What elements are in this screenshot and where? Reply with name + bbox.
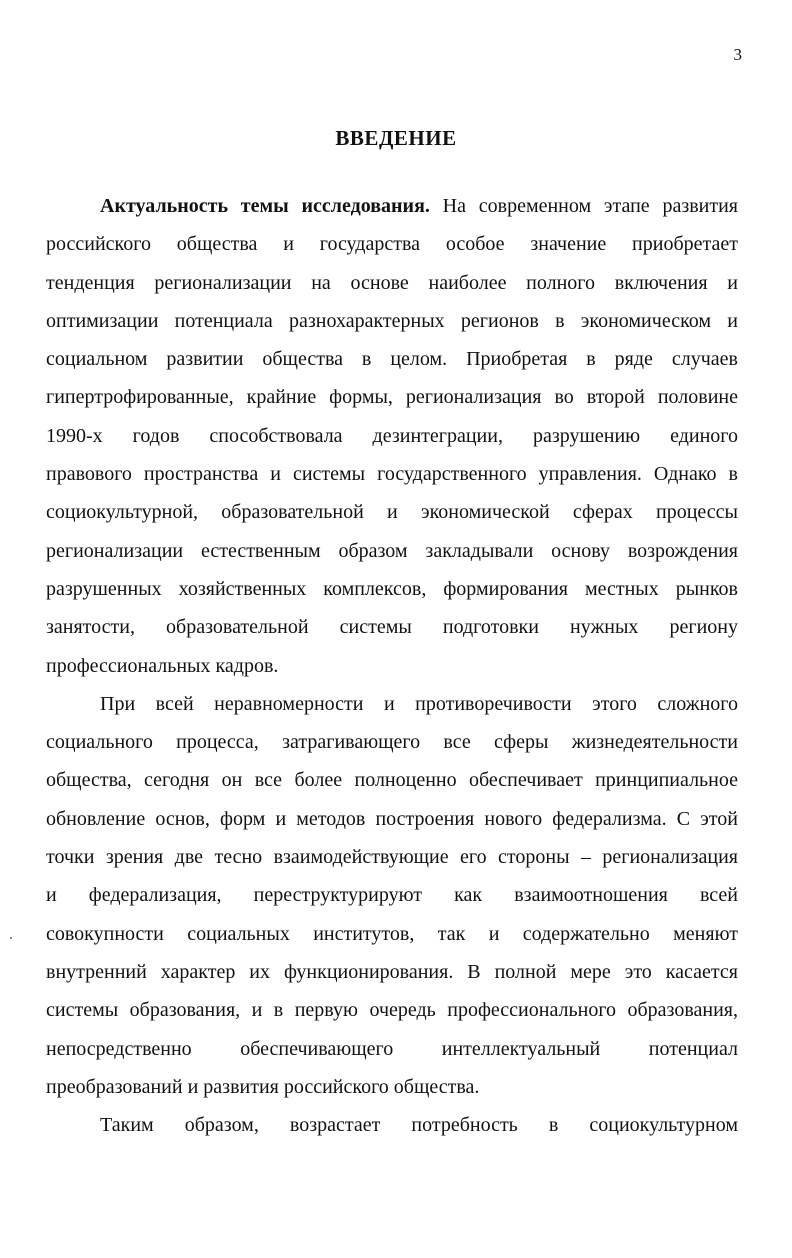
paragraph-line: профессиональных кадров. [46,654,279,677]
page-title: ВВЕДЕНИЕ [335,126,457,150]
paragraph-line: социального процесса, затрагивающего все сферы жизнедеятельности [46,731,738,754]
paragraph-line: преобразований и развития российского общества. [46,1075,480,1098]
paragraph-line: оптимизации потенциала разнохарактерных регионов в экономическом и [46,309,738,332]
paragraph-line: точки зрения две тесно взаимодействующие его стороны – регионализация [46,846,738,869]
paragraph-text: На современном этапе развития [429,195,738,217]
paragraph-line: непосредственно обеспечивающего интеллектуальный потенциал [46,1037,738,1060]
paragraph-lead: Актуальность темы исследования. [100,195,430,217]
paragraph-line: совокупности социальных институтов, так и содержательно меняют [46,922,738,945]
paragraph-line: занятости, образовательной системы подготовки нужных региону [46,616,738,639]
paragraph-line: и федерализация, переструктурируют как взаимоотношения всей [46,884,738,907]
paragraph-line: тенденция регионализации на основе наиболее полного включения и [46,271,738,294]
paragraph-line: обновление основ, форм и методов построения нового федерализма. С этой [46,807,738,830]
paragraph-line: внутренний характер их функционирования. В полной мере это касается [46,960,738,983]
paragraph-line: Таким образом, возрастает потребность в социокультурном [100,1114,738,1137]
paragraph-line: общества, сегодня он все более полноценно обеспечивает принципиальное [46,769,738,792]
paragraph-1-line-1 [46,187,738,225]
paragraph-line: социальном развитии общества в целом. Приобретая в ряде случаев [46,348,738,371]
paragraph-line: российского общества и государства особое значение приобретает [46,233,738,256]
paragraph-line: При всей неравномерности и противоречивости этого сложного [100,692,738,715]
paragraph-line: правового пространства и системы государственного управления. Однако в [46,463,738,486]
page-number: 3 [733,45,742,64]
paragraph-line: регионализации естественным образом закладывали основу возрождения [46,539,738,562]
paragraph-line: социокультурной, образовательной и экономической сферах процессы [46,501,738,524]
paragraph-line: 1990-х годов способствовала дезинтеграции, разрушению единого [46,424,738,447]
paragraph-line: разрушенных хозяйственных комплексов, формирования местных рынков [46,577,738,600]
margin-dot [10,937,12,939]
body-text [46,187,738,1144]
paragraph-line: системы образования, и в первую очередь профессионального образования, [46,999,738,1022]
paragraph-line: гипертрофированные, крайние формы, регионализация во второй половине [46,386,738,409]
